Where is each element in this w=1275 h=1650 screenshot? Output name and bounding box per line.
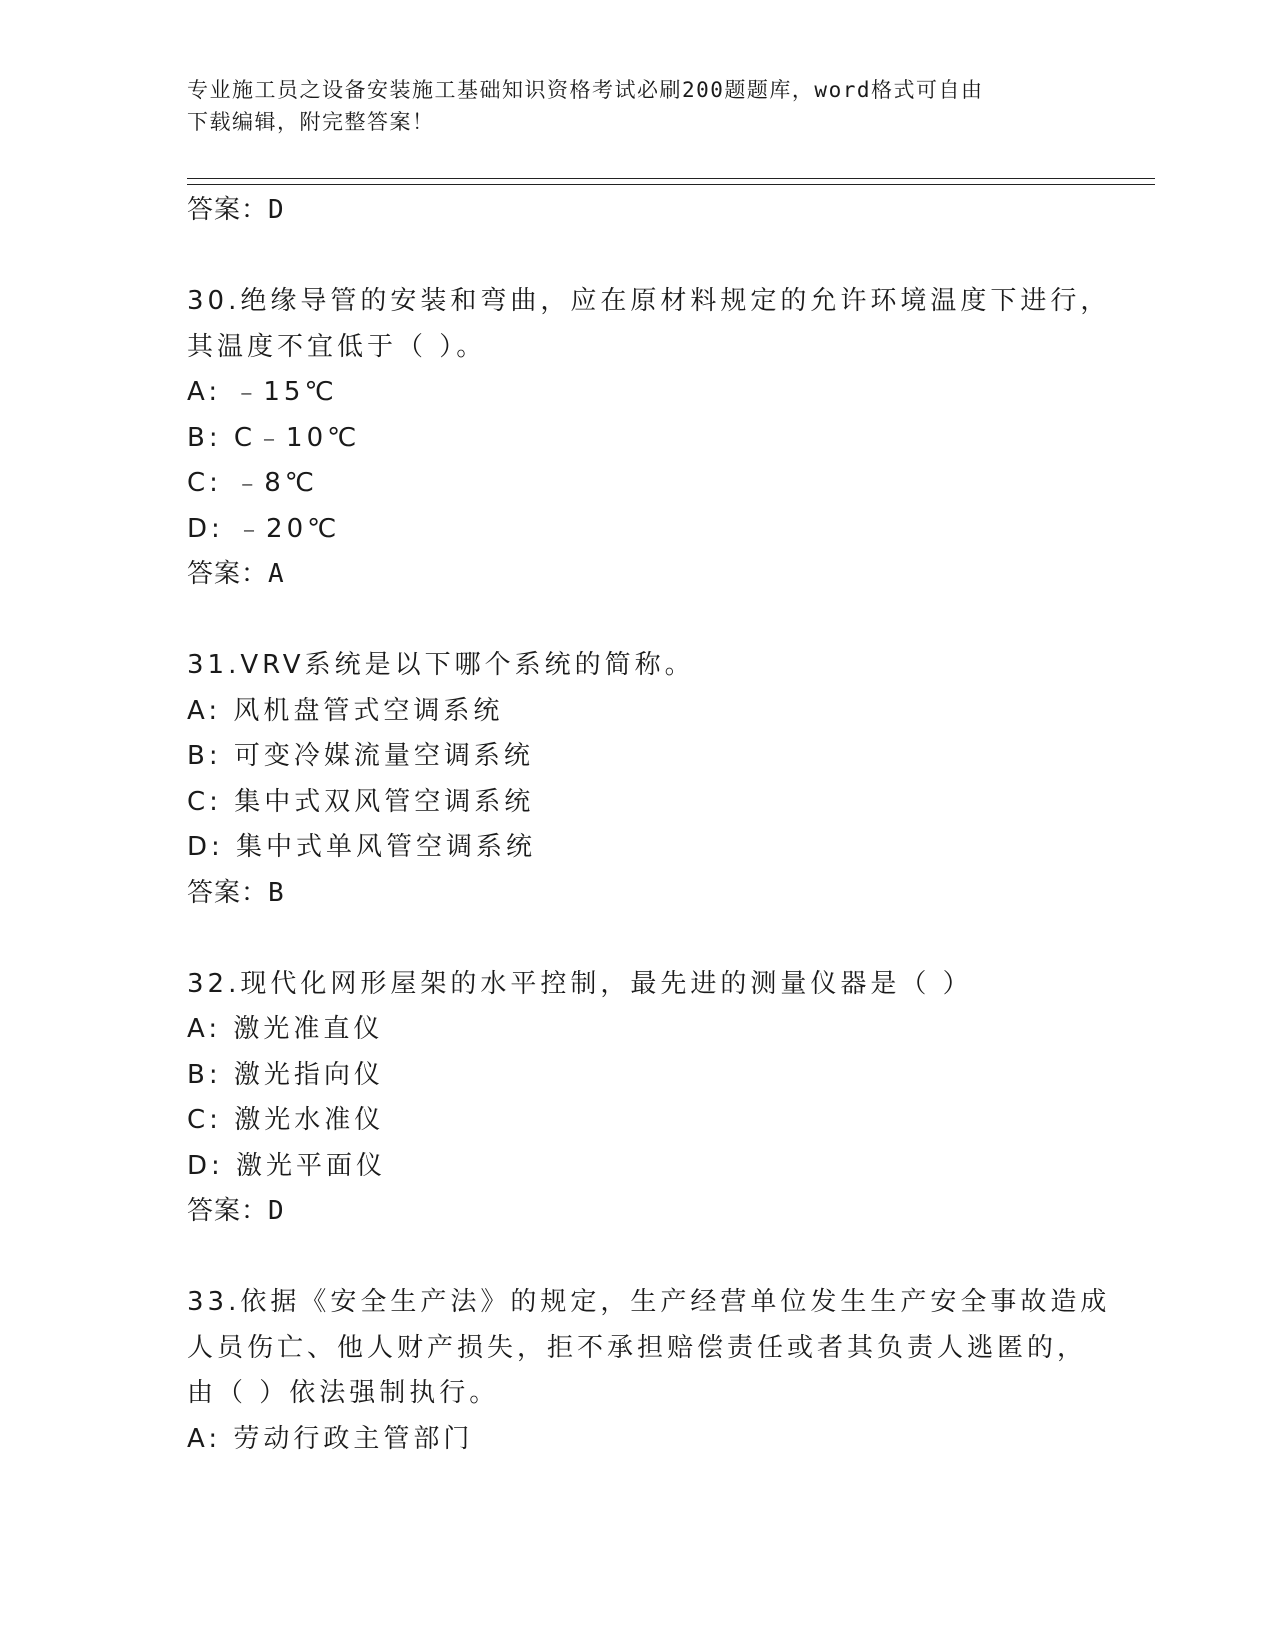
answer-value: A — [268, 559, 285, 589]
document-header — [187, 74, 1087, 138]
option-c — [187, 1098, 1087, 1144]
previous-answer — [187, 188, 1087, 234]
option-text: ﹣20℃ — [236, 513, 341, 544]
option-a — [187, 1417, 1087, 1463]
option-c — [187, 780, 1087, 826]
option-text: 集中式单风管空调系统 — [236, 832, 537, 862]
answer — [187, 552, 1087, 598]
question-stem: 30.绝缘导管的安装和弯曲，应在原材料规定的允许环境温度下进行， — [187, 286, 1111, 316]
option-label: C: — [187, 786, 222, 817]
option-label: C: — [187, 1105, 222, 1135]
question-33 — [187, 1280, 1111, 1462]
option-label: B: — [187, 741, 222, 771]
spacer — [187, 598, 1087, 644]
option-text: 集中式双风管空调系统 — [234, 786, 535, 817]
question-31 — [187, 643, 1087, 916]
spacer — [187, 234, 1087, 280]
question-stem: 人员伤亡、他人财产损失，拒不承担赔偿责任或者其负责人逃匿的， — [187, 1332, 1088, 1363]
question-stem: 其温度不宜低于（ ）。 — [187, 331, 487, 362]
question-stem: 31.VRV系统是以下哪个系统的简称。 — [187, 650, 695, 680]
option-label: A: — [187, 1423, 222, 1454]
option-d — [187, 825, 1087, 871]
option-label: A: — [187, 1014, 222, 1044]
option-label: D: — [187, 832, 224, 862]
option-label: B: — [187, 422, 222, 453]
answer-label: 答案： — [187, 559, 269, 589]
option-text: ﹣8℃ — [234, 468, 318, 498]
option-label: B: — [187, 1059, 222, 1090]
option-label: A: — [187, 377, 222, 407]
question-stem: 32.现代化网形屋架的水平控制，最先进的测量仪器是（ ） — [187, 968, 973, 999]
header-line-1: 专业施工员之设备安装施工基础知识资格考试必刷200题题库，word格式可自由 — [187, 78, 984, 102]
answer-label: 答案： — [187, 1196, 269, 1226]
option-text: ﹣15℃ — [233, 377, 338, 407]
answer-value: D — [268, 1196, 285, 1226]
option-text: 可变冷媒流量空调系统 — [233, 741, 534, 771]
question-32 — [187, 962, 1087, 1235]
answer-label: 答案： — [187, 195, 269, 225]
option-text: C﹣10℃ — [233, 422, 361, 453]
option-c — [187, 461, 1087, 507]
question-30 — [187, 279, 1111, 598]
option-label: A: — [187, 695, 222, 726]
question-stem: 由（ ）依法强制执行。 — [187, 1378, 500, 1408]
option-a — [187, 370, 1087, 416]
header-line-2: 下载编辑，附完整答案！ — [187, 110, 435, 134]
option-text: 激光指向仪 — [233, 1059, 384, 1090]
option-text: 风机盘管式空调系统 — [233, 695, 504, 726]
option-label: C: — [187, 468, 222, 498]
spacer — [187, 916, 1087, 962]
option-d — [187, 507, 1087, 553]
answer — [187, 1189, 1087, 1235]
option-label: D: — [187, 513, 224, 544]
option-a — [187, 1007, 1087, 1053]
answer-label: 答案： — [187, 877, 269, 908]
header-divider-bottom — [187, 184, 1155, 185]
option-a — [187, 689, 1087, 735]
option-b — [187, 734, 1087, 780]
answer-value: B — [268, 877, 285, 908]
option-text: 激光水准仪 — [234, 1105, 385, 1135]
answer-value: D — [268, 195, 285, 225]
option-b — [187, 416, 1087, 462]
option-text: 激光准直仪 — [233, 1014, 384, 1044]
spacer — [187, 1235, 1087, 1281]
option-text: 劳动行政主管部门 — [233, 1423, 474, 1454]
option-text: 激光平面仪 — [236, 1150, 387, 1181]
document-body — [187, 188, 1111, 1462]
option-b — [187, 1053, 1087, 1099]
header-divider-top — [187, 178, 1155, 179]
option-label: D: — [187, 1150, 224, 1181]
option-d — [187, 1144, 1087, 1190]
answer — [187, 871, 1087, 917]
question-stem: 33.依据《安全生产法》的规定，生产经营单位发生生产安全事故造成 — [187, 1287, 1111, 1317]
